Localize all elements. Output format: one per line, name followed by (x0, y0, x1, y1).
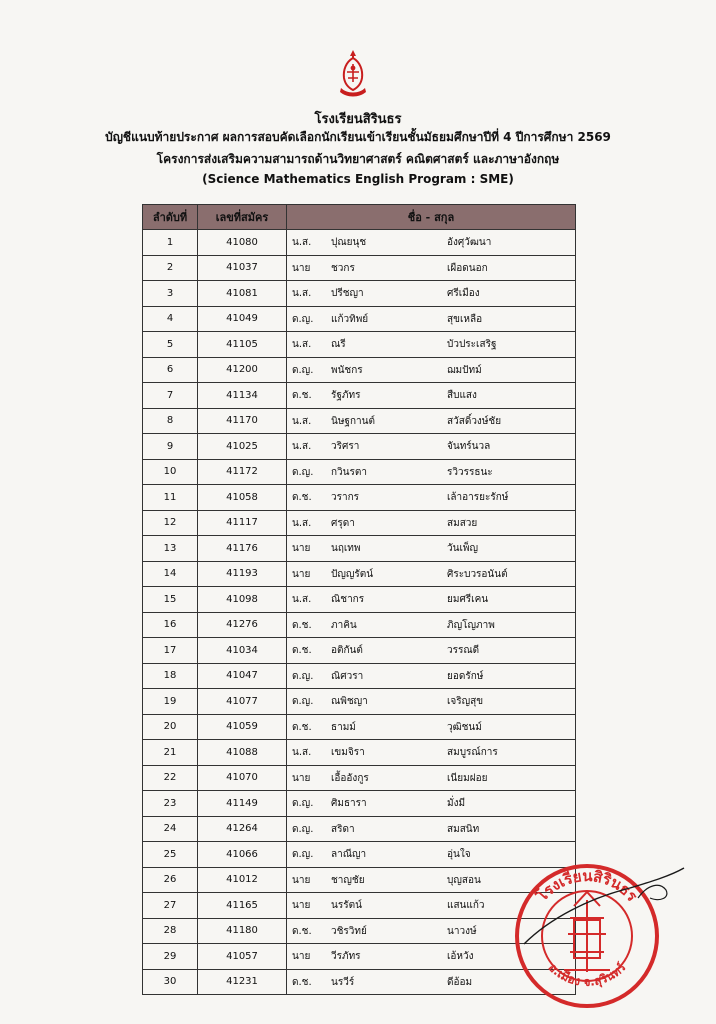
row-first-name: วชิรวิทย์ (331, 925, 367, 937)
row-name-cell (287, 408, 576, 434)
row-name-cell (287, 791, 576, 817)
row-last-name: เอ้หวัง (447, 951, 474, 962)
row-first-name: พนัชกร (331, 364, 363, 376)
row-first-name: ณพิชญา (331, 696, 368, 707)
row-order: 2 (143, 255, 198, 281)
row-last-name: ศรีเมือง (447, 288, 480, 299)
table-row (143, 612, 576, 638)
row-last-name: รวิวรรธนะ (447, 466, 493, 478)
row-order: 10 (143, 459, 198, 485)
row-name-cell (287, 281, 576, 307)
table-row (143, 408, 576, 434)
row-name-title: ด.ญ. (292, 696, 314, 707)
row-application-no: 41081 (198, 281, 287, 307)
table-row (143, 638, 576, 664)
row-order: 20 (143, 714, 198, 740)
table-row (143, 306, 576, 332)
row-name-title: น.ส. (292, 594, 312, 605)
table-row (143, 867, 576, 893)
row-name-cell (287, 765, 576, 791)
school-emblem-icon (335, 48, 371, 100)
row-last-name: บุญสอน (447, 874, 481, 886)
row-application-no: 41057 (198, 944, 287, 970)
row-name-title: ด.ญ. (292, 313, 314, 325)
row-last-name: ศิระบวรอนันต์ (447, 568, 508, 580)
row-last-name: สมสนิท (447, 823, 480, 835)
row-name-title: ด.ญ. (292, 466, 314, 478)
row-application-no: 41170 (198, 408, 287, 434)
row-application-no: 41276 (198, 612, 287, 638)
column-header-application-no: เลขที่สมัคร (198, 205, 287, 230)
row-name-title: นาย (292, 262, 311, 274)
row-name-title: ด.ญ. (292, 798, 314, 809)
row-last-name: สวัสดิ์วงษ์ชัย (447, 415, 502, 427)
row-name-cell (287, 485, 576, 511)
row-application-no: 41200 (198, 357, 287, 383)
row-order: 11 (143, 485, 198, 511)
row-first-name: ปุณยนุช (331, 237, 367, 248)
row-first-name: วริศรา (331, 441, 360, 452)
table-row (143, 510, 576, 536)
row-application-no: 41172 (198, 459, 287, 485)
row-name-title: ด.ช. (292, 619, 312, 631)
row-name-cell (287, 332, 576, 358)
svg-text:อ.เมือง จ.สุรินทร์: อ.เมือง จ.สุรินทร์ (545, 960, 629, 989)
row-name-cell (287, 255, 576, 281)
row-first-name: เอื้ออังกูร (331, 772, 369, 784)
row-application-no: 41098 (198, 587, 287, 613)
row-first-name: ลาณีญา (331, 849, 367, 860)
row-name-title: ด.ช. (292, 925, 312, 937)
row-name-title: ด.ช. (292, 645, 312, 656)
row-first-name: ณรี (331, 339, 346, 350)
table-row (143, 842, 576, 868)
row-application-no: 41066 (198, 842, 287, 868)
row-name-title: ด.ญ. (292, 823, 314, 835)
row-order: 8 (143, 408, 198, 434)
table-row (143, 663, 576, 689)
row-application-no: 41134 (198, 383, 287, 409)
row-last-name: วุฒิชนม์ (447, 721, 482, 733)
table-row (143, 689, 576, 715)
row-name-cell (287, 306, 576, 332)
row-first-name: ชาญชัย (331, 874, 365, 886)
row-name-title: น.ส. (292, 237, 312, 248)
row-application-no: 41037 (198, 255, 287, 281)
row-order: 28 (143, 918, 198, 944)
row-order: 23 (143, 791, 198, 817)
row-name-title: น.ส. (292, 517, 312, 529)
row-name-cell (287, 689, 576, 715)
row-name-cell (287, 536, 576, 562)
row-last-name: เนียมฝอย (447, 772, 488, 784)
column-header-order: ลำดับที่ (143, 205, 198, 230)
row-first-name: นรวีร์ (331, 976, 355, 988)
table-row (143, 383, 576, 409)
program-subtitle: (Science Mathematics English Program : SME) (202, 172, 514, 186)
row-order: 9 (143, 434, 198, 460)
table-row (143, 281, 576, 307)
row-first-name: ชวกร (331, 262, 355, 274)
row-order: 3 (143, 281, 198, 307)
column-header-name: ชื่อ - สกุล (287, 205, 576, 230)
row-order: 16 (143, 612, 198, 638)
row-application-no: 41176 (198, 536, 287, 562)
row-name-title: น.ส. (292, 339, 312, 350)
row-first-name: ภาคิน (331, 619, 357, 631)
row-last-name: เจริญสุข (447, 696, 484, 707)
row-application-no: 41034 (198, 638, 287, 664)
table-row (143, 740, 576, 766)
row-order: 7 (143, 383, 198, 409)
row-last-name: สืบแสง (447, 390, 477, 401)
row-name-cell (287, 638, 576, 664)
row-last-name: สมบูรณ์การ (447, 747, 498, 758)
row-first-name: ณิชากร (331, 594, 365, 605)
row-application-no: 41059 (198, 714, 287, 740)
row-name-title: ด.ช. (292, 721, 312, 733)
row-application-no: 41049 (198, 306, 287, 332)
row-order: 24 (143, 816, 198, 842)
row-last-name: อุ่นใจ (447, 849, 471, 860)
row-application-no: 41105 (198, 332, 287, 358)
row-name-cell (287, 587, 576, 613)
table-row (143, 969, 576, 995)
program-title: โครงการส่งเสริมความสามารถด้านวิทยาศาสตร์ คณิตศาสตร์ และภาษาอังกฤษ (156, 152, 560, 166)
row-first-name: นรรัตน์ (331, 900, 362, 911)
row-last-name: จันทร์นวล (447, 441, 491, 452)
table-row (143, 459, 576, 485)
row-name-title: นาย (292, 568, 311, 580)
row-order: 30 (143, 969, 198, 995)
row-last-name: สมสวย (447, 517, 478, 529)
table-row (143, 536, 576, 562)
row-name-title: ด.ญ. (292, 849, 314, 860)
row-last-name: นาวงษ์ (447, 925, 477, 937)
row-name-cell (287, 816, 576, 842)
table-row (143, 791, 576, 817)
row-application-no: 41149 (198, 791, 287, 817)
row-name-title: ด.ช. (292, 390, 312, 401)
row-first-name: ศรุดา (331, 517, 355, 529)
row-application-no: 41047 (198, 663, 287, 689)
table-row (143, 587, 576, 613)
row-name-title: นาย (292, 951, 311, 962)
table-row (143, 561, 576, 587)
row-name-title: นาย (292, 874, 311, 886)
announcement-title: บัญชีแนบท้ายประกาศ ผลการสอบคัดเลือกนักเรียนเข้าเรียนชั้นมัธยมศึกษาปีที่ 4 ปีการศึกษา 2569 (105, 130, 611, 144)
row-order: 6 (143, 357, 198, 383)
table-row (143, 816, 576, 842)
row-order: 17 (143, 638, 198, 664)
row-order: 5 (143, 332, 198, 358)
row-application-no: 41165 (198, 893, 287, 919)
row-application-no: 41058 (198, 485, 287, 511)
row-application-no: 41088 (198, 740, 287, 766)
row-application-no: 41264 (198, 816, 287, 842)
row-name-title: นาย (292, 772, 311, 784)
table-body (143, 230, 576, 995)
row-name-title: ด.ญ. (292, 364, 314, 376)
row-name-cell (287, 383, 576, 409)
row-first-name: ศิมธารา (331, 798, 367, 809)
table-header-row (143, 205, 576, 230)
row-name-cell (287, 714, 576, 740)
row-first-name: ธามม์ (331, 721, 356, 733)
row-name-cell (287, 663, 576, 689)
row-name-title: น.ส. (292, 441, 312, 452)
row-last-name: แสนแก้ว (447, 900, 485, 911)
row-name-cell (287, 510, 576, 536)
row-name-cell (287, 561, 576, 587)
row-order: 14 (143, 561, 198, 587)
row-last-name: สุขเหลือ (447, 313, 483, 325)
row-first-name: นิษฐกานต์ (331, 415, 375, 427)
row-last-name: ยอดรักษ์ (447, 670, 484, 682)
row-last-name: อังศุวัฒนา (447, 237, 492, 248)
row-order: 15 (143, 587, 198, 613)
signature-mark (520, 858, 690, 948)
row-application-no: 41180 (198, 918, 287, 944)
row-application-no: 41231 (198, 969, 287, 995)
row-last-name: เล้าอารยะรักษ์ (447, 492, 509, 503)
row-order: 4 (143, 306, 198, 332)
row-application-no: 41193 (198, 561, 287, 587)
table-row (143, 714, 576, 740)
row-last-name: วรรณดี (447, 645, 480, 656)
row-application-no: 41012 (198, 867, 287, 893)
row-application-no: 41077 (198, 689, 287, 715)
row-name-cell (287, 740, 576, 766)
table-row (143, 434, 576, 460)
row-last-name: ยมศรีเคน (447, 594, 489, 605)
table-row (143, 255, 576, 281)
row-name-title: ด.ญ. (292, 670, 314, 682)
table-row (143, 357, 576, 383)
table-row (143, 765, 576, 791)
row-first-name: กวินรตา (331, 466, 367, 478)
row-name-title: น.ส. (292, 747, 312, 758)
row-first-name: ปรีชญา (331, 288, 364, 299)
row-first-name: รัฐภัทร (331, 390, 361, 401)
row-name-title: ด.ช. (292, 492, 312, 503)
row-first-name: ปัญญรัตน์ (331, 568, 374, 580)
school-name: โรงเรียนสิรินธร (314, 112, 402, 127)
row-order: 18 (143, 663, 198, 689)
row-first-name: วรากร (331, 492, 360, 503)
row-name-cell (287, 434, 576, 460)
row-name-title: นาย (292, 900, 311, 911)
row-order: 25 (143, 842, 198, 868)
row-application-no: 41070 (198, 765, 287, 791)
row-order: 27 (143, 893, 198, 919)
results-table (142, 204, 576, 995)
table-row (143, 332, 576, 358)
row-first-name: สริดา (331, 823, 355, 835)
table-row (143, 485, 576, 511)
row-last-name: เผือดนอก (447, 262, 488, 274)
row-first-name: วีรภัทร (331, 951, 361, 962)
row-last-name: ฌมปัทม์ (447, 364, 482, 376)
row-name-title: นาย (292, 543, 311, 554)
row-name-cell (287, 230, 576, 256)
row-order: 26 (143, 867, 198, 893)
row-order: 19 (143, 689, 198, 715)
row-last-name: มั่งมี (447, 798, 466, 809)
row-last-name: บัวประเสริฐ (447, 339, 497, 350)
row-first-name: อติกันต์ (331, 645, 363, 656)
svg-text:โรงเรียนสิรินธร: โรงเรียนสิรินธร (532, 866, 642, 906)
table-row (143, 944, 576, 970)
row-name-cell (287, 459, 576, 485)
row-order: 22 (143, 765, 198, 791)
row-name-cell (287, 357, 576, 383)
row-last-name: วันเพ็ญ (447, 543, 478, 554)
row-last-name: ดีอ้อม (447, 976, 473, 988)
row-name-title: ด.ช. (292, 976, 312, 988)
row-application-no: 41117 (198, 510, 287, 536)
row-first-name: นฤเทพ (331, 543, 361, 554)
row-name-cell (287, 612, 576, 638)
row-name-title: น.ส. (292, 415, 312, 427)
row-order: 12 (143, 510, 198, 536)
row-order: 13 (143, 536, 198, 562)
table-row (143, 918, 576, 944)
row-order: 21 (143, 740, 198, 766)
row-last-name: ภิญโญภาพ (447, 619, 495, 631)
row-order: 1 (143, 230, 198, 256)
row-application-no: 41025 (198, 434, 287, 460)
table-row (143, 893, 576, 919)
row-order: 29 (143, 944, 198, 970)
table-row (143, 230, 576, 256)
row-first-name: เขมจิรา (331, 747, 365, 758)
row-name-title: น.ส. (292, 288, 312, 299)
row-first-name: แก้วทิพย์ (331, 313, 369, 325)
row-application-no: 41080 (198, 230, 287, 256)
row-first-name: ณิศวรา (331, 670, 364, 682)
